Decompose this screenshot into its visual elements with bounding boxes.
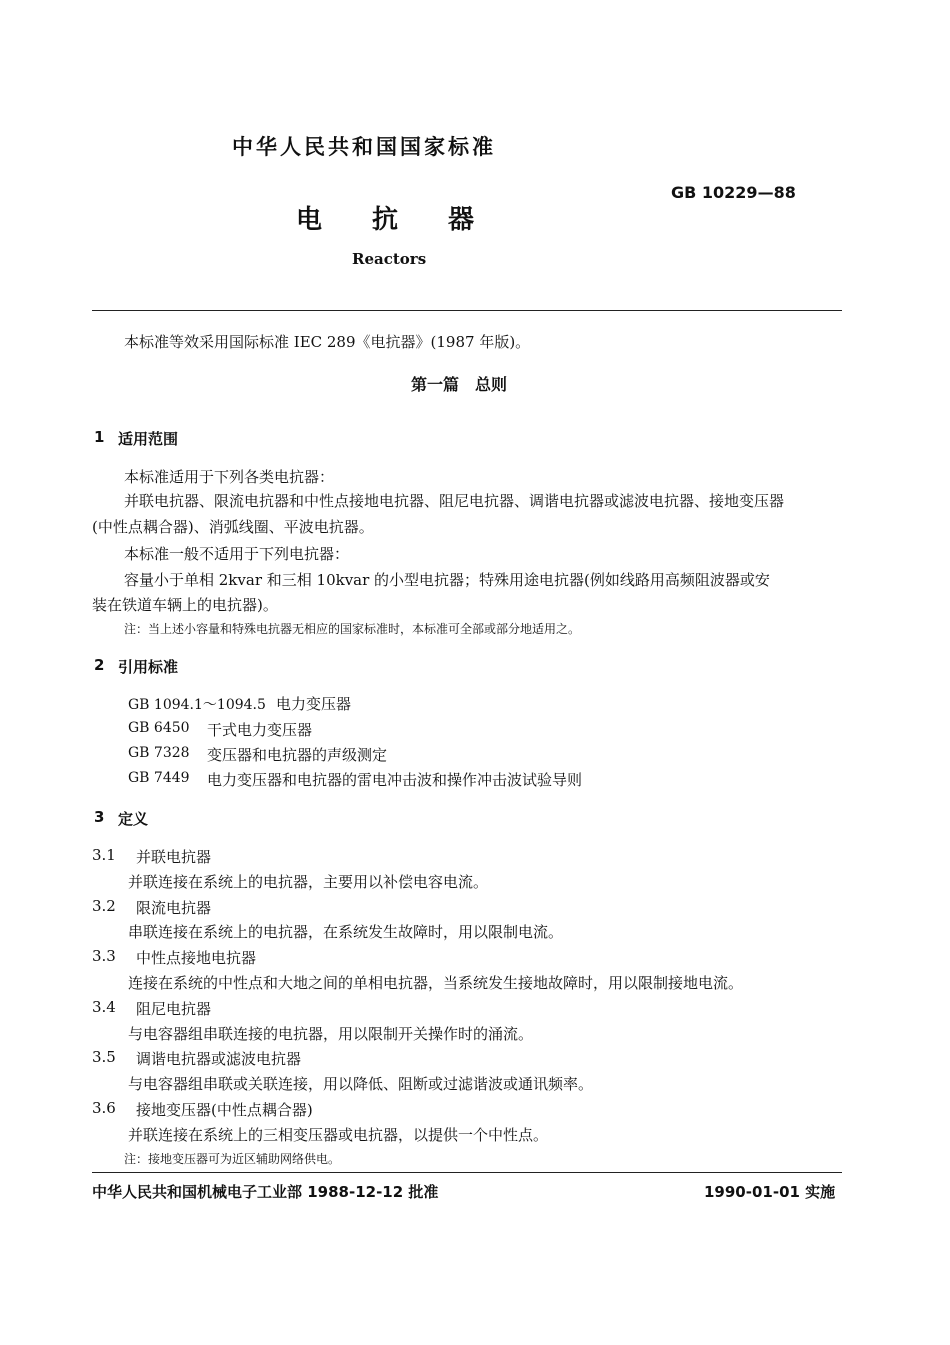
reference-name: 电力变压器 xyxy=(276,695,352,713)
header-divider xyxy=(92,310,842,311)
section-3-note: 注：接地变压器可为近区辅助网络供电。 xyxy=(124,1152,341,1166)
section-1-paragraph: 并联电抗器、限流电抗器和中性点接地电抗器、阻尼电抗器、调谐电抗器或滤波电抗器、接地变压器 xyxy=(124,492,785,510)
approval-line: 中华人民共和国机械电子工业部 1988-12-12 批准 xyxy=(92,1183,439,1201)
section-2-title: 引用标准 xyxy=(118,658,179,676)
national-standard-heading: 中华人民共和国国家标准 xyxy=(232,135,496,159)
title-char-2: 抗 xyxy=(372,205,399,235)
definition-number: 3.2 xyxy=(92,897,116,915)
definition-text: 串联连接在系统上的电抗器，在系统发生故障时，用以限制电流。 xyxy=(128,923,564,941)
definition-number: 3.1 xyxy=(92,846,116,864)
definition-number: 3.6 xyxy=(92,1099,116,1117)
implementation-date: 1990-01-01 实施 xyxy=(704,1183,836,1201)
definition-text: 并联连接在系统上的三相变压器或电抗器，以提供一个中性点。 xyxy=(128,1126,549,1144)
reference-name: 干式电力变压器 xyxy=(207,721,313,739)
section-1-note: 注：当上述小容量和特殊电抗器无相应的国家标准时，本标准可全部或部分地适用之。 xyxy=(124,622,581,636)
section-1-paragraph: 容量小于单相 2kvar 和三相 10kvar 的小型电抗器；特殊用途电抗器(例如线路用高频阻波器或安 xyxy=(124,571,770,589)
definition-text: 与电容器组串联连接的电抗器，用以限制开关操作时的涌流。 xyxy=(128,1025,534,1043)
section-1-paragraph: 本标准适用于下列各类电抗器： xyxy=(124,468,335,486)
section-1-paragraph: 装在铁道车辆上的电抗器)。 xyxy=(92,596,278,614)
section-3-title: 定义 xyxy=(118,810,149,828)
definition-term: 限流电抗器 xyxy=(136,899,212,917)
section-2-number: 2 xyxy=(94,656,105,674)
reference-code: GB 7328 xyxy=(128,745,190,761)
section-1-paragraph: (中性点耦合器)、消弧线圈、平波电抗器。 xyxy=(92,518,374,536)
english-title: Reactors xyxy=(352,250,427,268)
standard-code: GB 10229—88 xyxy=(671,183,796,202)
section-1-paragraph: 本标准一般不适用于下列电抗器： xyxy=(124,545,350,563)
definition-number: 3.3 xyxy=(92,947,116,965)
definition-number: 3.4 xyxy=(92,998,116,1016)
part-title: 第一篇 总则 xyxy=(411,375,508,394)
section-1-title: 适用范围 xyxy=(118,430,179,448)
definition-term: 中性点接地电抗器 xyxy=(136,949,257,967)
definition-term: 接地变压器(中性点耦合器) xyxy=(136,1101,313,1119)
reference-name: 电力变压器和电抗器的雷电冲击波和操作冲击波试验导则 xyxy=(207,771,583,789)
definition-number: 3.5 xyxy=(92,1048,116,1066)
title-char-1: 电 xyxy=(296,205,323,235)
reference-code: GB 1094.1～1094.5 xyxy=(128,697,266,713)
section-1-number: 1 xyxy=(94,428,105,446)
title-char-3: 器 xyxy=(448,205,475,235)
intro-text: 本标准等效采用国际标准 IEC 289《电抗器》(1987 年版)。 xyxy=(124,333,531,351)
definition-term: 调谐电抗器或滤波电抗器 xyxy=(136,1050,302,1068)
definition-term: 阻尼电抗器 xyxy=(136,1000,212,1018)
reference-code: GB 7449 xyxy=(128,770,190,786)
section-3-number: 3 xyxy=(94,808,105,826)
definition-term: 并联电抗器 xyxy=(136,848,212,866)
reference-code: GB 6450 xyxy=(128,720,190,736)
footer-divider xyxy=(92,1172,842,1173)
definition-text: 连接在系统的中性点和大地之间的单相电抗器，当系统发生接地故障时，用以限制接地电流。 xyxy=(128,974,744,992)
definition-text: 并联连接在系统上的电抗器，主要用以补偿电容电流。 xyxy=(128,873,489,891)
reference-name: 变压器和电抗器的声级测定 xyxy=(207,746,388,764)
definition-text: 与电容器组串联或关联连接，用以降低、阻断或过滤谐波或通讯频率。 xyxy=(128,1075,594,1093)
